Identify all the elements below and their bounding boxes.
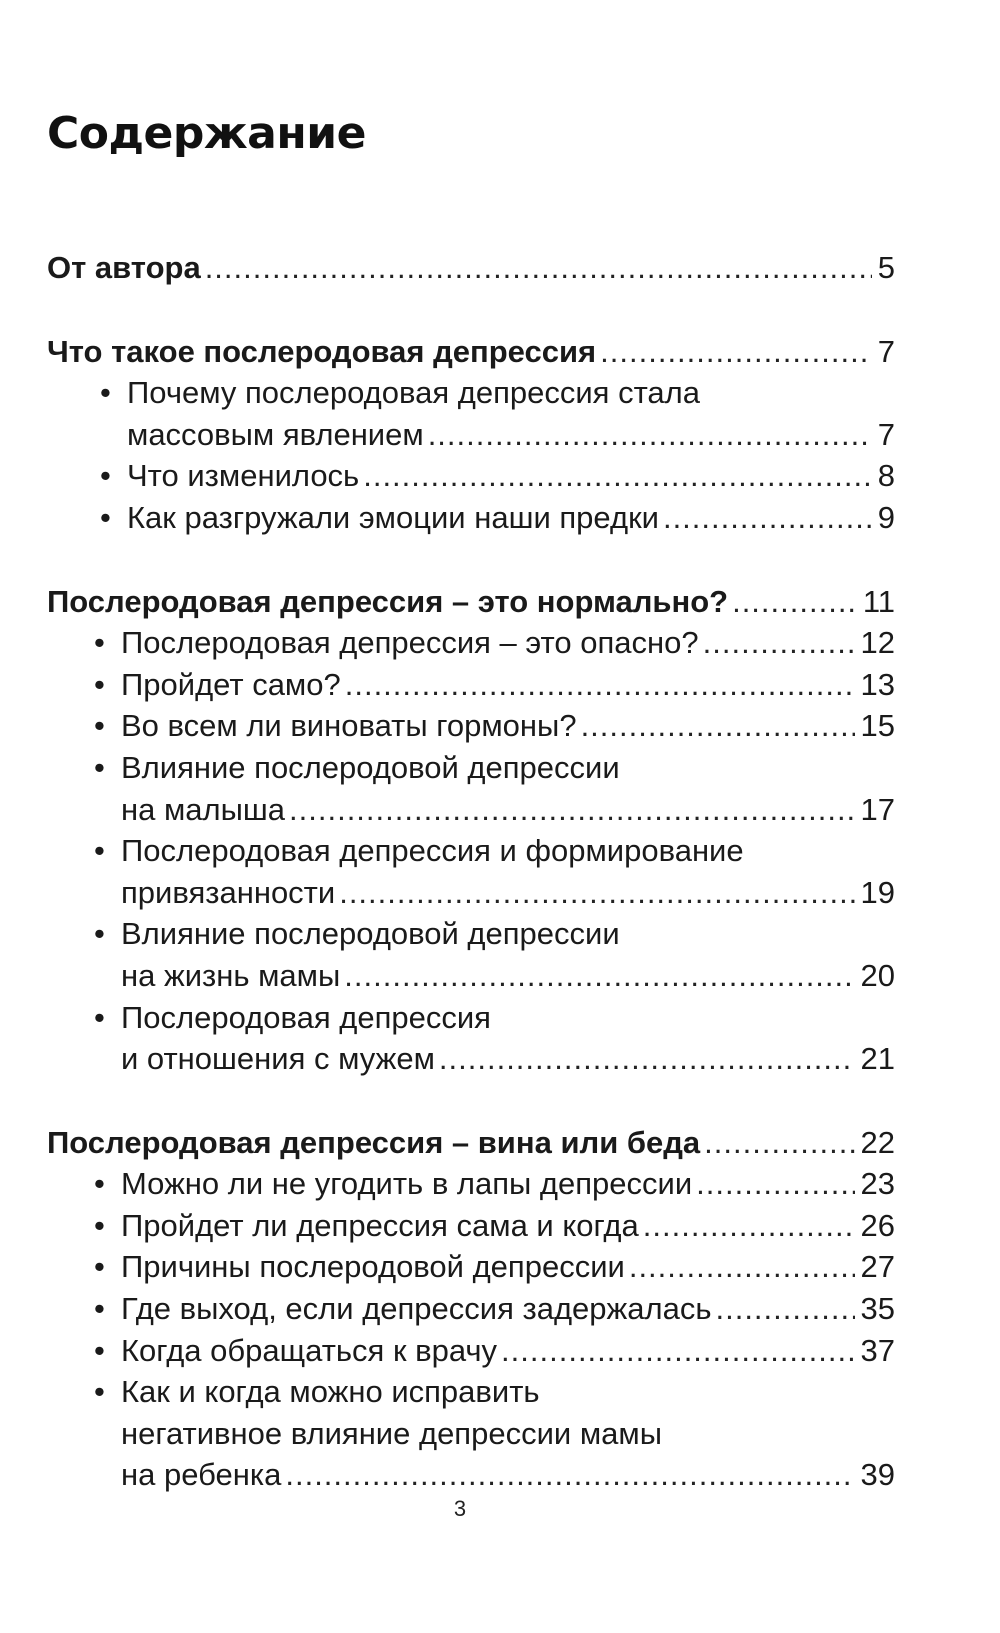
toc-heading[interactable] (47, 331, 895, 373)
page (47, 0, 895, 1633)
toc-entry-text: Пройдет само? (121, 666, 341, 702)
toc-entry[interactable] (47, 830, 895, 913)
toc-entry-text: Как разгружали эмоции наши предки (127, 499, 659, 535)
toc-section-is-normal (47, 581, 895, 1080)
toc-entry-text: Пройдет ли депрессия сама и когда (121, 1207, 639, 1243)
bullet-icon: • (94, 666, 105, 702)
dot-leader (581, 705, 855, 747)
page-number: 11 (862, 583, 895, 619)
toc-entry-text: Что изменилось (127, 458, 360, 494)
dot-leader (643, 1205, 855, 1247)
toc-entry-text: массовым явлением (127, 416, 424, 452)
bullet-icon: • (94, 625, 105, 661)
page-number: 20 (860, 957, 895, 993)
toc-heading-text: От автора (47, 250, 201, 285)
toc-heading-text: Послеродовая депрессия – это нормально? (47, 583, 729, 619)
toc-section-what-is (47, 331, 895, 539)
dot-leader (715, 1288, 854, 1330)
toc-entry[interactable] (47, 372, 895, 455)
bullet-icon: • (100, 499, 111, 535)
toc-entry[interactable] (47, 1330, 895, 1372)
bullet-icon: • (94, 1374, 105, 1410)
table-of-contents (47, 247, 895, 1538)
dot-leader (339, 872, 854, 914)
toc-entry[interactable] (47, 1288, 895, 1330)
page-number: 26 (860, 1207, 895, 1243)
toc-heading[interactable] (47, 581, 895, 623)
dot-leader (696, 1163, 854, 1205)
toc-entry[interactable] (47, 913, 895, 996)
toc-entry-text: Послеродовая депрессия (121, 999, 491, 1035)
toc-entry-text: Причины послеродовой депрессии (121, 1249, 625, 1285)
dot-leader (663, 497, 872, 539)
toc-entry[interactable] (47, 622, 895, 664)
toc-entry-text: на ребенка (121, 1457, 282, 1493)
toc-entry[interactable] (47, 497, 895, 539)
toc-entry[interactable] (47, 997, 895, 1080)
toc-section-guilt-or-trouble (47, 1122, 895, 1496)
toc-entry-text: на малыша (121, 791, 286, 827)
toc-entry[interactable] (47, 664, 895, 706)
page-number: 7 (877, 333, 895, 369)
bullet-icon: • (100, 458, 111, 494)
dot-leader (285, 1454, 854, 1496)
toc-entry[interactable] (47, 705, 895, 747)
toc-entry[interactable] (47, 1371, 895, 1496)
bullet-icon: • (94, 1249, 105, 1285)
toc-heading-text: Что такое послеродовая депрессия (47, 333, 597, 369)
page-title: Содержание (47, 108, 366, 159)
bullet-icon: • (100, 375, 111, 411)
dot-leader (629, 1246, 855, 1288)
toc-entry[interactable] (47, 1246, 895, 1288)
page-number: 9 (877, 499, 895, 535)
toc-entry-text: Можно ли не угодить в лапы депрессии (121, 1166, 693, 1202)
dot-leader (363, 455, 872, 497)
toc-entry-text: негативное влияние депрессии мамы (121, 1415, 662, 1451)
dot-leader (732, 581, 857, 623)
bullet-icon: • (94, 1332, 105, 1368)
page-folio: 3 (453, 1496, 467, 1521)
bullet-icon: • (94, 1291, 105, 1327)
dot-leader (205, 247, 872, 289)
page-number: 22 (860, 1124, 895, 1160)
toc-entry-text: и отношения с мужем (121, 1041, 435, 1077)
page-number: 7 (877, 416, 895, 452)
dot-leader (704, 1122, 854, 1164)
page-number: 35 (860, 1291, 895, 1327)
toc-heading[interactable] (47, 247, 895, 289)
bullet-icon: • (94, 1166, 105, 1202)
toc-heading[interactable] (47, 1122, 895, 1164)
dot-leader (600, 331, 872, 373)
page-number: 27 (860, 1249, 895, 1285)
toc-entry-text: Влияние послеродовой депрессии (121, 916, 620, 952)
toc-entry-text: Во всем ли виноваты гормоны? (121, 708, 577, 744)
bullet-icon: • (94, 916, 105, 952)
page-number: 13 (860, 666, 895, 702)
dot-leader (703, 622, 855, 664)
toc-entry[interactable] (47, 455, 895, 497)
toc-entry[interactable] (47, 747, 895, 830)
bullet-icon: • (94, 708, 105, 744)
page-number: 19 (860, 874, 895, 910)
dot-leader (344, 955, 854, 997)
toc-entry[interactable] (47, 1163, 895, 1205)
bullet-icon: • (94, 833, 105, 869)
page-number: 23 (860, 1166, 895, 1202)
page-number: 17 (860, 791, 895, 827)
toc-entry-text: Где выход, если депрессия задержалась (121, 1291, 712, 1327)
dot-leader (345, 664, 855, 706)
toc-entry-text: привязанности (121, 874, 336, 910)
toc-entry[interactable] (47, 1205, 895, 1247)
bullet-icon: • (94, 749, 105, 785)
page-number: 39 (860, 1457, 895, 1493)
toc-section-author (47, 247, 895, 289)
toc-entry-text: Почему послеродовая депрессия стала (127, 375, 700, 411)
bullet-icon: • (94, 999, 105, 1035)
dot-leader (501, 1330, 854, 1372)
dot-leader (439, 1038, 855, 1080)
toc-entry-text: Влияние послеродовой депрессии (121, 749, 620, 785)
page-number: 37 (860, 1332, 895, 1368)
toc-entry-text: Послеродовая депрессия и формирование (121, 833, 744, 869)
toc-entry-text: Послеродовая депрессия – это опасно? (121, 625, 699, 661)
bullet-icon: • (94, 1207, 105, 1243)
toc-heading-text: Послеродовая депрессия – вина или беда (47, 1124, 701, 1160)
toc-entry-text: на жизнь мамы (121, 957, 341, 993)
page-number: 15 (860, 708, 895, 744)
dot-leader (289, 789, 855, 831)
page-number: 8 (877, 458, 895, 494)
page-number: 12 (860, 625, 895, 661)
toc-entry-text: Как и когда можно исправить (121, 1374, 540, 1410)
dot-leader (428, 414, 872, 456)
page-number: 5 (877, 250, 895, 285)
toc-entry-text: Когда обращаться к врачу (121, 1332, 498, 1368)
page-number: 21 (860, 1041, 895, 1077)
